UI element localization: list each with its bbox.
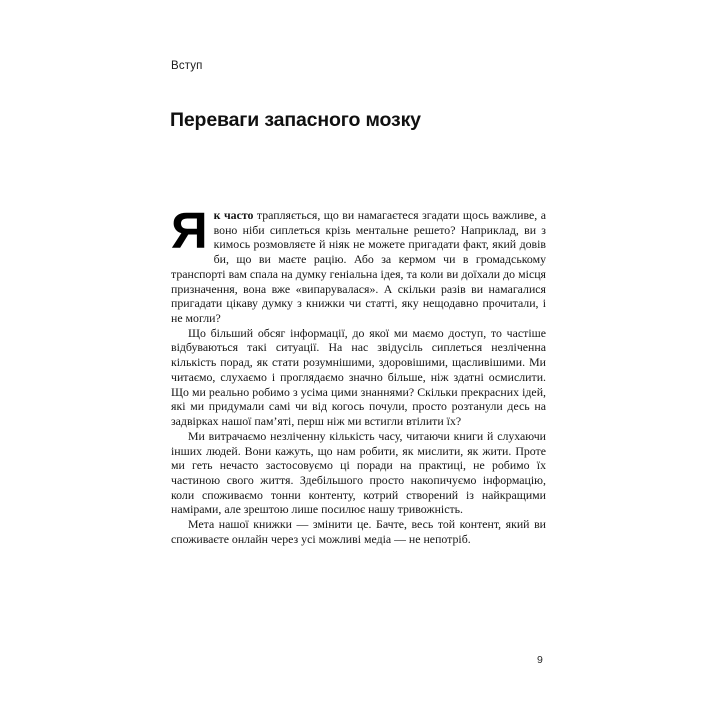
paragraph-1-text: трапляється, що ви намагаєтеся згадати щось важливе, а воно ніби сиплеться крізь ментальне решето? Наприклад, ви з кимось розмовляєте й ніяк не можете пригадати факт, який довів би, що ви маєте рацію. Або за кермом чи в громадському транспорті вам спала на думку геніальна ідея, та коли ви доїхали до місця призначення, вона вже «випарувалася». А скільки разів ви намагалися пригадати цікаву думку з книжки чи статті, яку нещодавно прочитали, і не могли? [171,208,546,326]
drop-cap: Я [171,202,208,259]
paragraph-4: Мета нашої книжки — змінити це. Бачте, весь той контент, який ви споживаєте онлайн через усі можливі медіа — не непотріб. [171,517,546,546]
lead-bold-text: к часто [213,208,254,222]
page-title: Переваги запасного мозку [170,109,421,132]
running-head: Вступ [171,60,203,72]
page-number: 9 [537,654,543,666]
paragraph-1 [171,202,546,326]
paragraph-3: Ми витрачаємо незліченну кількість часу, читаючи книги й слухаючи інших людей. Вони кажуть, що нам робити, як мислити, як жити. Проте ми геть нечасто застосовуємо ці поради на практиці, не робимо їх частиною свого життя. Здебільшого просто накопичуємо інформацію, коли споживаємо тонни контенту, котрий створений із найкращими намірами, але зрештою лише посилює нашу тривожність. [171,428,546,517]
body-text [171,202,546,547]
paragraph-2: Що більший обсяг інформації, до якої ми маємо доступ, то частіше відбуваються такі ситуації. На нас звідусіль сиплеться незліченна кількість порад, як стати розумнішими, здоровішими, щасливішими. Ми читаємо, слухаємо і проглядаємо значно більше, ніж здатні осмислити. Що ми реально робимо з усіма цими знаннями? Скільки прекрасних ідей, які ми придумали самі чи від когось почули, просто розтанули десь на задвірках нашої пам’яті, перш ніж ми встигли втілити їх? [171,325,546,429]
